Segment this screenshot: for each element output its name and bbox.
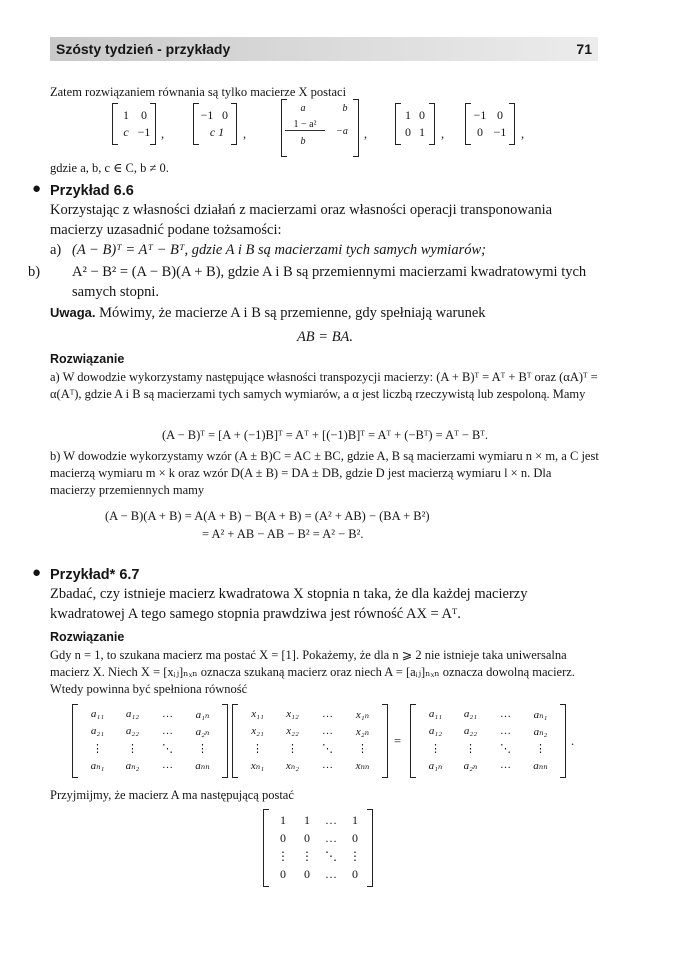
- solution-a-text: a) W dowodzie wykorzystamy następujące własności transpozycji macierzy: (A + B)ᵀ = Aᵀ + Bᵀ oraz (αA)ᵀ = α(Aᵀ), gdzie A i B są macierzami tych samych wymiarów, a α jest liczbą rzeczywistą lub zespoloną. Mamy: [50, 370, 598, 401]
- matrix-entry: 0: [304, 867, 310, 881]
- matrix-entry: …: [325, 831, 337, 845]
- matrix-a-example: [263, 810, 373, 886]
- matrix-entry: xₙₙ: [355, 760, 370, 772]
- matrix-entry: a₂₂: [125, 725, 140, 737]
- uwaga-formula: AB = BA.: [296, 329, 354, 345]
- matrix-entry: ⋮: [277, 849, 289, 863]
- matrix-entry: x₁ₙ: [355, 709, 370, 721]
- matrix-entry: 0: [280, 867, 286, 881]
- matrix-a-transpose: [410, 705, 566, 777]
- intro-where: gdzie a, b, c ∈ C, b ≠ 0.: [50, 161, 169, 175]
- matrix-entry: x₂ₙ: [355, 726, 370, 738]
- matrix-entry: aₙ₂: [533, 726, 548, 738]
- matrix-entry: ⋮: [197, 743, 208, 755]
- matrix-entry: xₙ₁: [250, 760, 265, 772]
- example-6-7-statement: Zbadać, czy istnieje macierz kwadratowa X stopnia n taka, że dla każdej macierzy kwadratowej A tego samego stopnia prawdziwa jest równość AX = Aᵀ.: [50, 586, 528, 622]
- matrix-entry: ⋮: [357, 743, 368, 755]
- intro-text: Zatem rozwiązaniem równania są tylko macierze X postaci: [50, 85, 347, 99]
- matrix-entry: a₁ₙ: [195, 709, 210, 721]
- matrix-entry: x₁₂: [286, 708, 299, 720]
- matrix-entry: 1: [352, 813, 358, 827]
- matrix-x: [232, 705, 388, 777]
- matrix-entry: a₁₂: [125, 708, 140, 720]
- matrix-entry: a₂₁: [463, 708, 478, 720]
- solution-b-formula-2: = A² + AB − AB − B² = A² − B².: [202, 527, 364, 541]
- bullet-icon: ●: [32, 565, 42, 581]
- matrix-5: −1 0 0 −1: [465, 104, 515, 144]
- matrix-entry: x₂₂: [286, 725, 299, 737]
- matrix-3: a b 1 − a² b −a: [281, 100, 359, 156]
- matrix-entry: a₁₁: [90, 708, 105, 720]
- matrix-1: 1 0 c −1: [112, 104, 156, 144]
- solution-heading-6-6: Rozwiązanie: [50, 352, 125, 366]
- matrix-entry: 0: [280, 831, 286, 845]
- matrix-entry: ⋮: [430, 743, 441, 755]
- matrix-entry: aₙₙ: [195, 760, 210, 772]
- matrix-entry: a₁₁: [428, 708, 443, 720]
- matrix-entry: 0: [304, 831, 310, 845]
- solution-6-7-text: Gdy n = 1, to szukana macierz ma postać X = [1]. Pokażemy, że dla n ⩾ 2 nie istnieje taka uniwersalna macierz X. Niech X = [xᵢⱼ]ₙₓₙ oznacza szukaną macierz oraz niech A = [aᵢⱼ]ₙₓₙ oznacza dowolną macierz. Wtedy powinna być spełniona równość: [50, 648, 575, 696]
- running-header: [50, 37, 598, 61]
- uwaga-note: Uwaga. Mówimy, że macierze A i B są przemienne, gdy spełniają warunek: [50, 305, 486, 321]
- matrix-entry: …: [162, 708, 173, 720]
- matrix-entry: 0: [352, 867, 358, 881]
- matrix-a: [72, 705, 228, 777]
- matrix-entry: 1: [280, 813, 286, 827]
- matrix-entry: ⋱: [322, 743, 333, 755]
- matrix-entry: …: [325, 813, 337, 827]
- matrix-entry: aₙ₁: [533, 709, 548, 721]
- matrix-entry: 0: [352, 831, 358, 845]
- matrix-entry: ⋮: [252, 743, 263, 755]
- solution-6-7-text-2: Przyjmijmy, że macierz A ma następującą postać: [50, 788, 294, 802]
- example-6-6-heading: Przykład 6.6: [50, 183, 134, 199]
- matrix-entry: x₂₁: [251, 725, 264, 737]
- matrix-entry: ⋮: [349, 849, 361, 863]
- solution-heading-6-7: Rozwiązanie: [50, 630, 125, 644]
- matrix-entry: a₂₁: [90, 725, 105, 737]
- matrix-entry: a₂ₙ: [195, 726, 210, 738]
- example-6-6-statement: Korzystając z własności działań z macierzami oraz własności operacji transponowania macierzy uzasadnić podane tożsamości:: [50, 202, 553, 238]
- matrix-entry: ⋮: [535, 743, 546, 755]
- period: .: [571, 734, 575, 748]
- example-6-6-item-b: b) A² − B² = (A − B)(A + B), gdzie A i B są przemiennymi macierzami kwadratowymi tych samych stopni.: [28, 264, 587, 300]
- matrix-entry: a₂₂: [463, 725, 478, 737]
- matrix-entry: …: [500, 759, 511, 771]
- matrix-entry: ⋮: [287, 743, 298, 755]
- matrix-entry: ⋮: [127, 743, 138, 755]
- matrix-entry: …: [500, 725, 511, 737]
- chapter-title: Szósty tydzień - przykłady: [56, 41, 231, 57]
- matrix-entry: …: [322, 759, 333, 771]
- matrix-entry: a₂ₙ: [463, 760, 478, 772]
- matrix-4: 1 0 0 1: [395, 104, 435, 144]
- matrix-entry: aₙ₂: [125, 760, 140, 772]
- matrix-entry: ⋱: [500, 743, 511, 755]
- matrix-entry: a₁ₙ: [428, 760, 443, 772]
- solution-b-formula-1: (A − B)(A + B) = A(A + B) − B(A + B) = (A² + AB) − (BA + B²): [105, 509, 430, 523]
- matrix-entry: ⋮: [92, 743, 103, 755]
- equals-sign: =: [394, 734, 402, 748]
- matrix-entry: …: [162, 759, 173, 771]
- matrix-entry: …: [322, 725, 333, 737]
- example-6-7-heading: Przykład* 6.7: [50, 567, 140, 583]
- matrix-entry: 1: [304, 813, 310, 827]
- matrix-entry: ⋮: [301, 849, 313, 863]
- matrix-2: −1 0 c 1: [193, 104, 237, 144]
- matrix-entry: …: [322, 708, 333, 720]
- matrix-entry: ⋮: [465, 743, 476, 755]
- example-6-6-item-a: a) (A − B)ᵀ = Aᵀ − Bᵀ, gdzie A i B są macierzami tych samych wymiarów;: [50, 242, 486, 258]
- matrix-entry: ⋱: [325, 849, 337, 863]
- matrix-entry: aₙₙ: [533, 760, 548, 772]
- page-number: 71: [576, 41, 592, 57]
- matrix-entry: …: [500, 708, 511, 720]
- matrix-entry: …: [325, 867, 337, 881]
- solution-a-formula: (A − B)ᵀ = [A + (−1)B]ᵀ = Aᵀ + [(−1)B]ᵀ = Aᵀ + (−Bᵀ) = Aᵀ − Bᵀ.: [161, 428, 489, 442]
- matrix-entry: …: [162, 725, 173, 737]
- bullet-icon: ●: [32, 181, 42, 197]
- solution-b-text: b) W dowodzie wykorzystamy wzór (A ± B)C = AC ± BC, gdzie A, B są macierzami wymiaru n × m, a C jest macierzą wymiaru m × k oraz wzór D(A ± B) = DA ± DB, gdzie D jest macierzą wymiaru l × n. Dla macierzy przemiennych mamy: [50, 449, 599, 497]
- matrix-entry: a₁₂: [428, 725, 443, 737]
- matrix-entry: xₙ₂: [285, 760, 300, 772]
- matrix-entry: ⋱: [162, 743, 173, 755]
- matrix-entry: aₙ₁: [90, 760, 105, 772]
- matrix-entry: x₁₁: [251, 708, 264, 720]
